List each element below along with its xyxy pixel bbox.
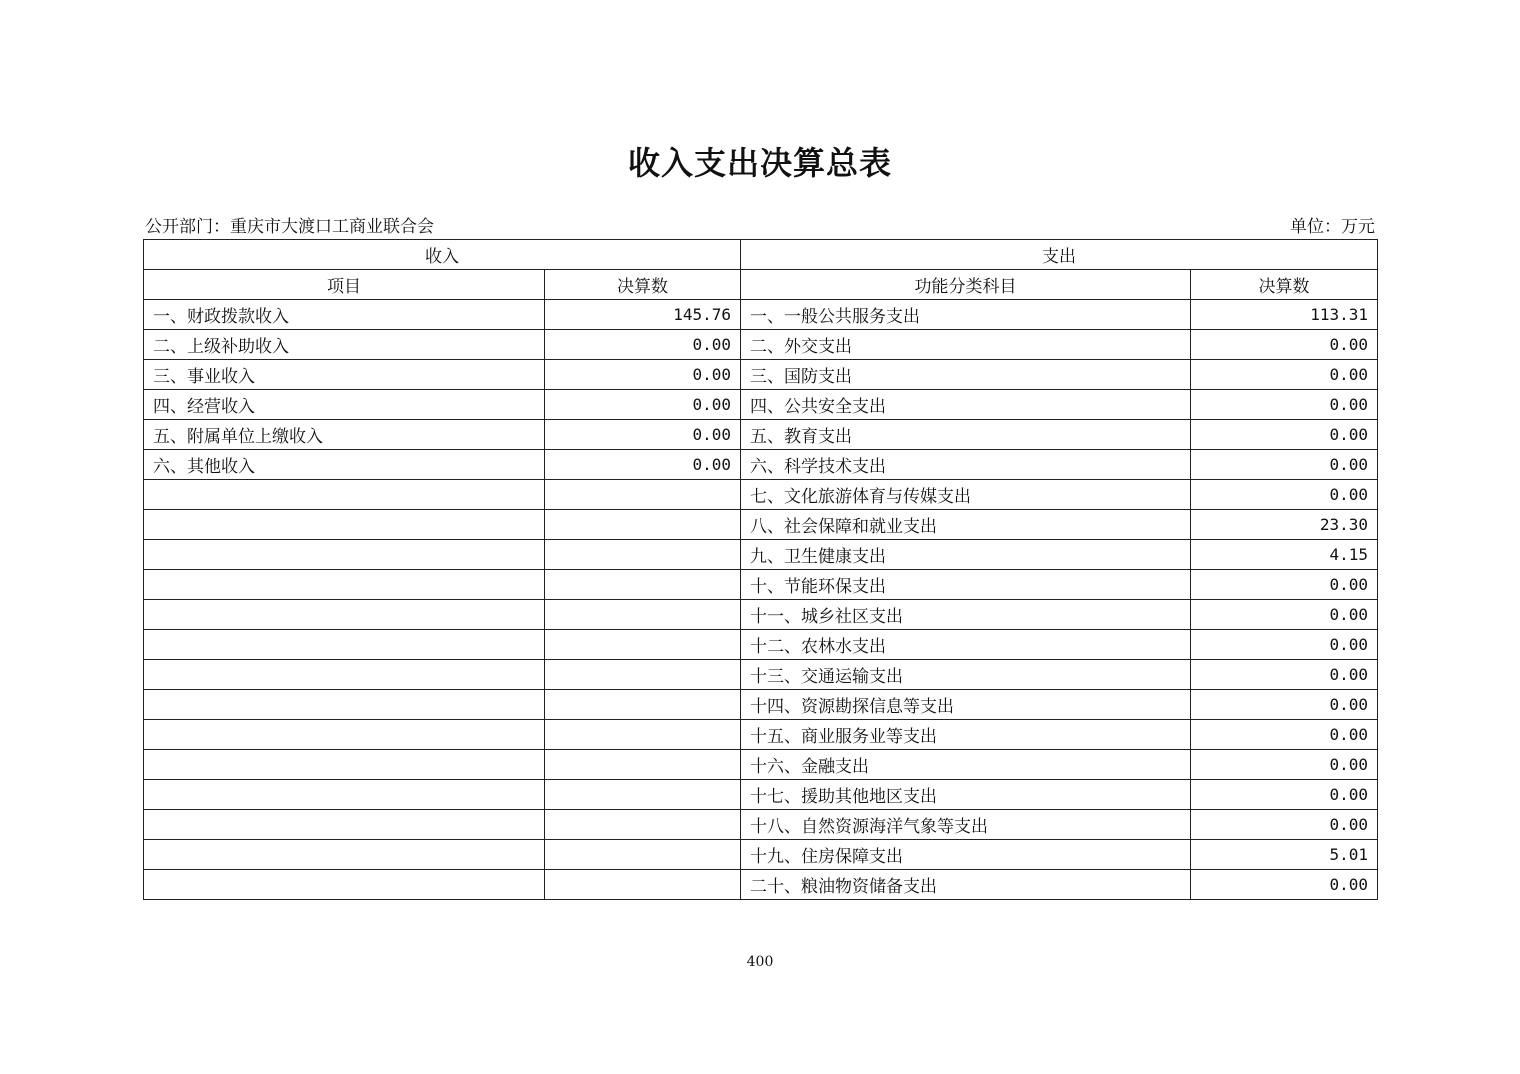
income-amount-cell [545, 660, 741, 690]
income-amount-header: 决算数 [545, 270, 741, 300]
table-row [144, 390, 1378, 420]
expense-amount-cell: 4.15 [1191, 540, 1378, 570]
header-column-row [144, 270, 1378, 300]
expense-item-cell: 二十、粮油物资储备支出 [741, 870, 1191, 900]
expense-amount-cell: 0.00 [1191, 450, 1378, 480]
expense-amount-cell: 0.00 [1191, 570, 1378, 600]
expense-amount-cell: 0.00 [1191, 780, 1378, 810]
income-amount-cell: 0.00 [545, 420, 741, 450]
table-row [144, 750, 1378, 780]
table-row [144, 810, 1378, 840]
income-item-cell: 二、上级补助收入 [144, 330, 545, 360]
income-amount-cell [545, 870, 741, 900]
income-item-cell [144, 510, 545, 540]
table-body [144, 300, 1378, 900]
expense-amount-cell: 113.31 [1191, 300, 1378, 330]
expense-item-cell: 九、卫生健康支出 [741, 540, 1191, 570]
table-row [144, 690, 1378, 720]
table-row [144, 870, 1378, 900]
expense-amount-cell: 0.00 [1191, 690, 1378, 720]
income-amount-cell [545, 600, 741, 630]
income-item-cell [144, 780, 545, 810]
income-item-cell [144, 600, 545, 630]
expense-amount-cell: 0.00 [1191, 390, 1378, 420]
table-row [144, 720, 1378, 750]
department-label: 公开部门：重庆市大渡口工商业联合会 [145, 217, 434, 237]
income-item-cell: 三、事业收入 [144, 360, 545, 390]
expense-amount-cell: 0.00 [1191, 660, 1378, 690]
income-item-cell [144, 720, 545, 750]
income-item-cell: 五、附属单位上缴收入 [144, 420, 545, 450]
table-row [144, 630, 1378, 660]
expense-item-cell: 七、文化旅游体育与传媒支出 [741, 480, 1191, 510]
expense-item-cell: 五、教育支出 [741, 420, 1191, 450]
table-header [144, 240, 1378, 300]
income-item-cell [144, 870, 545, 900]
income-amount-cell [545, 510, 741, 540]
expense-amount-cell: 0.00 [1191, 630, 1378, 660]
income-amount-cell [545, 570, 741, 600]
expense-item-header: 功能分类科目 [741, 270, 1191, 300]
income-amount-cell: 0.00 [545, 360, 741, 390]
income-item-cell [144, 810, 545, 840]
expense-item-cell: 十八、自然资源海洋气象等支出 [741, 810, 1191, 840]
table-row [144, 510, 1378, 540]
income-item-cell [144, 660, 545, 690]
income-item-cell [144, 540, 545, 570]
income-item-cell [144, 840, 545, 870]
income-item-cell: 六、其他收入 [144, 450, 545, 480]
table-row [144, 540, 1378, 570]
expense-amount-cell: 0.00 [1191, 330, 1378, 360]
page-number: 400 [746, 954, 774, 970]
expense-group-header: 支出 [741, 240, 1378, 270]
income-amount-cell [545, 480, 741, 510]
expense-amount-cell: 0.00 [1191, 600, 1378, 630]
budget-table [143, 239, 1378, 900]
expense-amount-cell: 0.00 [1191, 480, 1378, 510]
income-amount-cell [545, 750, 741, 780]
expense-amount-cell: 23.30 [1191, 510, 1378, 540]
table-row [144, 450, 1378, 480]
income-item-cell [144, 630, 545, 660]
table-row [144, 330, 1378, 360]
expense-item-cell: 八、社会保障和就业支出 [741, 510, 1191, 540]
income-amount-cell [545, 540, 741, 570]
income-amount-cell [545, 780, 741, 810]
table-row [144, 360, 1378, 390]
income-amount-cell: 0.00 [545, 390, 741, 420]
income-amount-cell [545, 690, 741, 720]
income-item-cell [144, 750, 545, 780]
expense-item-cell: 十二、农林水支出 [741, 630, 1191, 660]
expense-item-cell: 二、外交支出 [741, 330, 1191, 360]
expense-amount-cell: 0.00 [1191, 870, 1378, 900]
expense-amount-cell: 0.00 [1191, 750, 1378, 780]
table-row [144, 480, 1378, 510]
expense-item-cell: 十一、城乡社区支出 [741, 600, 1191, 630]
table-row [144, 420, 1378, 450]
page-title: 收入支出决算总表 [627, 144, 892, 182]
expense-item-cell: 一、一般公共服务支出 [741, 300, 1191, 330]
expense-item-cell: 十九、住房保障支出 [741, 840, 1191, 870]
table-row [144, 600, 1378, 630]
table-row [144, 660, 1378, 690]
income-amount-cell: 145.76 [545, 300, 741, 330]
expense-item-cell: 十四、资源勘探信息等支出 [741, 690, 1191, 720]
income-amount-cell [545, 720, 741, 750]
income-item-cell: 四、经营收入 [144, 390, 545, 420]
income-amount-cell [545, 810, 741, 840]
expense-amount-header: 决算数 [1191, 270, 1378, 300]
expense-amount-cell: 0.00 [1191, 420, 1378, 450]
income-group-header: 收入 [144, 240, 741, 270]
income-item-header: 项目 [144, 270, 545, 300]
unit-label: 单位：万元 [1290, 217, 1375, 237]
expense-item-cell: 六、科学技术支出 [741, 450, 1191, 480]
table-row [144, 570, 1378, 600]
income-amount-cell: 0.00 [545, 450, 741, 480]
income-item-cell [144, 480, 545, 510]
table-row [144, 300, 1378, 330]
expense-item-cell: 十六、金融支出 [741, 750, 1191, 780]
table-row [144, 840, 1378, 870]
table-row [144, 780, 1378, 810]
expense-item-cell: 十、节能环保支出 [741, 570, 1191, 600]
income-amount-cell [545, 630, 741, 660]
expense-amount-cell: 5.01 [1191, 840, 1378, 870]
expense-item-cell: 十七、援助其他地区支出 [741, 780, 1191, 810]
expense-amount-cell: 0.00 [1191, 720, 1378, 750]
expense-amount-cell: 0.00 [1191, 810, 1378, 840]
expense-item-cell: 十五、商业服务业等支出 [741, 720, 1191, 750]
expense-item-cell: 三、国防支出 [741, 360, 1191, 390]
income-item-cell [144, 690, 545, 720]
expense-item-cell: 四、公共安全支出 [741, 390, 1191, 420]
expense-item-cell: 十三、交通运输支出 [741, 660, 1191, 690]
income-amount-cell [545, 840, 741, 870]
income-item-cell: 一、财政拨款收入 [144, 300, 545, 330]
income-amount-cell: 0.00 [545, 330, 741, 360]
expense-amount-cell: 0.00 [1191, 360, 1378, 390]
income-item-cell [144, 570, 545, 600]
header-group-row [144, 240, 1378, 270]
